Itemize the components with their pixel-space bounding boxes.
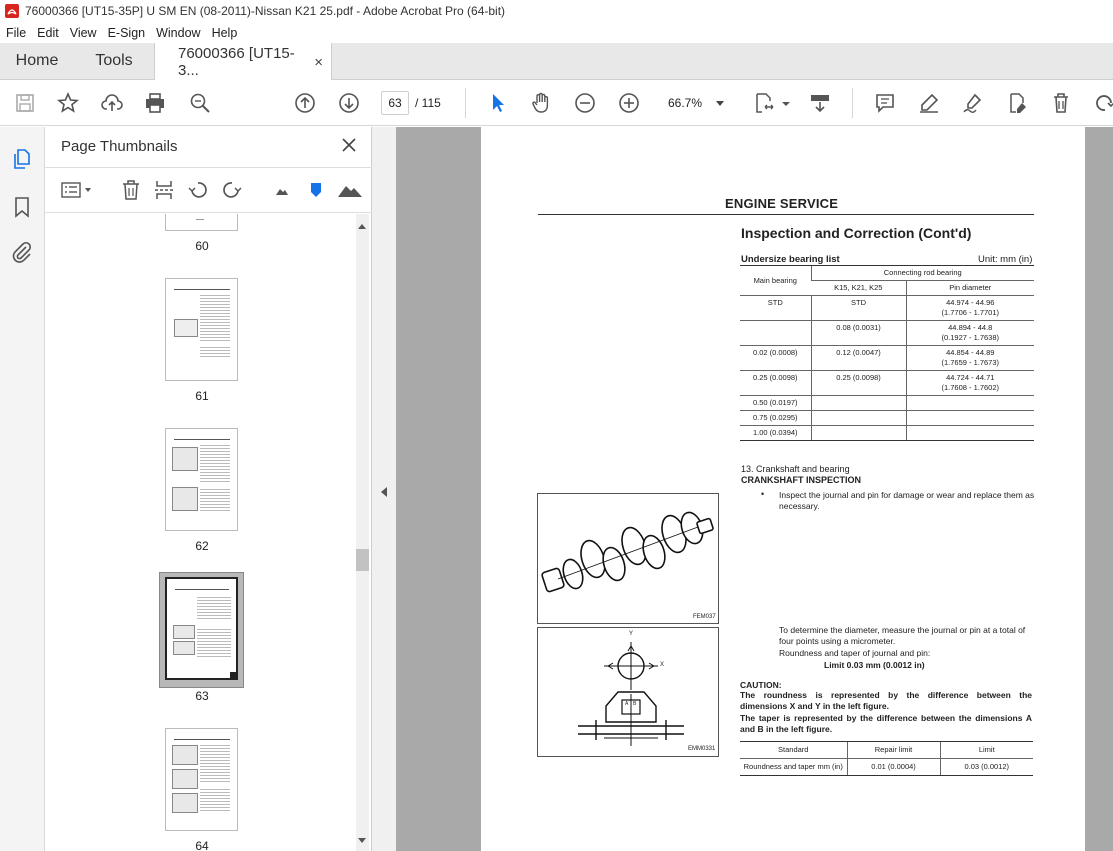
- extract-page-icon[interactable]: [153, 179, 175, 201]
- cell-k: [811, 411, 906, 426]
- edit-pdf-icon[interactable]: [1005, 91, 1029, 115]
- thumbnail-label: 64: [195, 839, 209, 851]
- cell-main: 0.50 (0.0197): [740, 396, 811, 411]
- thumbnail-scrollbar[interactable]: [356, 214, 369, 851]
- table-row: [740, 371, 1034, 396]
- bookmark-star-icon[interactable]: [56, 91, 80, 115]
- thumbnail-label: 60: [195, 239, 209, 253]
- menu-window[interactable]: Window: [156, 25, 201, 40]
- menu-bar: [0, 22, 1113, 43]
- label-a: A: [625, 701, 629, 707]
- thumbnail-options-icon[interactable]: [60, 179, 94, 201]
- table-row: [740, 321, 1034, 346]
- table-header-pin: Pin diameter: [906, 281, 1034, 296]
- tab-home[interactable]: Home: [15, 52, 59, 69]
- caution-taper: The taper is represented by the difference between the dimensions A and B in the left figure.: [740, 713, 1032, 734]
- thumbnail-label: 63: [195, 689, 209, 703]
- cell-pin-in: (1.7706 - 1.7701): [941, 308, 1000, 317]
- collapse-panel-icon[interactable]: [381, 487, 387, 497]
- cell-main: 0.75 (0.0295): [740, 411, 811, 426]
- limit-text: Limit 0.03 mm (0.0012 in): [824, 660, 925, 670]
- page-fit-icon[interactable]: [752, 91, 776, 115]
- table-row: [740, 759, 1033, 776]
- zoom-in-icon[interactable]: [617, 91, 641, 115]
- cell-pin: [906, 411, 1034, 426]
- cell-pin: [906, 426, 1034, 441]
- thumbnail-larger-icon[interactable]: [337, 179, 363, 201]
- thumbnail-page-62[interactable]: [165, 428, 238, 531]
- hand-tool-icon[interactable]: [529, 91, 553, 115]
- thumbnail-size-slider-icon[interactable]: [305, 179, 327, 201]
- chevron-down-icon: [716, 101, 724, 106]
- label-y: Y: [629, 631, 634, 637]
- page-total: / 115: [415, 96, 441, 110]
- cell-k: [811, 396, 906, 411]
- menu-help[interactable]: Help: [211, 25, 238, 40]
- crankshaft-figure: [537, 493, 719, 624]
- cell-pin-mm: 44.854 - 44.89: [946, 348, 995, 357]
- thumbnail-list[interactable]: [45, 214, 372, 851]
- cell-pin-mm: 44.724 - 44.71: [946, 373, 995, 382]
- cell-k: STD: [811, 296, 906, 321]
- toolbar-separator: [465, 88, 466, 118]
- previous-page-icon[interactable]: [293, 91, 317, 115]
- comment-icon[interactable]: [873, 91, 897, 115]
- thumbnail-label: 61: [195, 389, 209, 403]
- navigation-rail: [0, 127, 45, 851]
- next-page-icon[interactable]: [337, 91, 361, 115]
- table-header-connrod: Connecting rod bearing: [811, 266, 1034, 281]
- sign-icon[interactable]: [961, 91, 985, 115]
- undersize-bearing-table: [740, 265, 1034, 441]
- cell-pin-in: (1.7608 - 1.7602): [941, 383, 1000, 392]
- bullet-dot: •: [761, 489, 765, 499]
- table-row: [740, 426, 1034, 441]
- limits-row-limit: 0.03 (0.0012): [940, 759, 1033, 776]
- table-row: [740, 346, 1034, 371]
- tab-tools[interactable]: Tools: [95, 52, 133, 69]
- print-icon[interactable]: [143, 91, 167, 115]
- tab-document-label: 76000366 [UT15-3...: [178, 45, 295, 79]
- zoom-out-icon[interactable]: [573, 91, 597, 115]
- limits-header-repair: Repair limit: [847, 742, 940, 759]
- cell-pin: [906, 396, 1034, 411]
- crankshaft-illustration: [538, 494, 718, 623]
- tab-bar: [0, 43, 1113, 80]
- cell-pin: [906, 321, 1034, 346]
- window-title: 76000366 [UT15-35P] U SM EN (08-2011)-Nissan K21 25.pdf - Adobe Acrobat Pro (64-bit): [25, 4, 506, 18]
- save-icon[interactable]: [13, 91, 37, 115]
- menu-edit[interactable]: Edit: [37, 25, 59, 40]
- scrollbar-thumb[interactable]: [356, 549, 369, 571]
- table-row: [740, 396, 1034, 411]
- page-thumbnails-panel: [45, 127, 372, 851]
- table-row: [740, 296, 1034, 321]
- highlight-pen-icon[interactable]: [917, 91, 941, 115]
- cell-pin-in: (0.1927 - 1.7638): [941, 333, 1000, 342]
- thumbnail-page-61[interactable]: [165, 278, 238, 381]
- cell-pin: [906, 346, 1034, 371]
- caution-title: CAUTION:: [740, 680, 782, 690]
- upload-cloud-icon[interactable]: [100, 91, 124, 115]
- page-header: ENGINE SERVICE: [725, 196, 839, 211]
- measurement-diagram: [538, 628, 718, 756]
- toolbar-separator: [852, 88, 853, 118]
- delete-trash-icon[interactable]: [1049, 91, 1073, 115]
- roundness-text: Roundness and taper of journal and pin:: [779, 648, 931, 658]
- zoom-search-icon[interactable]: [188, 91, 212, 115]
- thumbnail-label: 62: [195, 539, 209, 553]
- bookmarks-icon[interactable]: [10, 195, 34, 219]
- cell-main: STD: [740, 296, 811, 321]
- chevron-down-icon[interactable]: [774, 91, 784, 115]
- scroll-mode-icon[interactable]: [808, 91, 832, 115]
- thumbnail-toolbar: [45, 167, 372, 213]
- scroll-down-icon[interactable]: [358, 838, 366, 843]
- pdf-page: [481, 127, 1085, 851]
- page-number-input[interactable]: 63: [381, 91, 409, 115]
- table-unit: Unit: mm (in): [978, 254, 1033, 265]
- select-cursor-icon[interactable]: [486, 91, 510, 115]
- cell-pin-mm: 44.894 - 44.8: [948, 323, 993, 332]
- thumbnail-page-64[interactable]: [165, 728, 238, 831]
- cell-pin-in: (1.7659 - 1.7673): [941, 358, 1000, 367]
- table-title: Undersize bearing list: [741, 254, 840, 265]
- tab-document[interactable]: [154, 43, 332, 81]
- menu-esign[interactable]: E-Sign: [107, 25, 146, 40]
- rotate-counterclockwise-icon[interactable]: [187, 179, 209, 201]
- rotate-icon[interactable]: [1093, 91, 1113, 115]
- page-thumbnails-icon[interactable]: [10, 147, 34, 171]
- measurement-figure: [537, 627, 719, 757]
- cell-main: 0.25 (0.0098): [740, 371, 811, 396]
- cell-k: 0.12 (0.0047): [811, 346, 906, 371]
- cell-k: 0.08 (0.0031): [811, 321, 906, 346]
- label-b: B: [633, 701, 637, 707]
- limits-header-standard: Standard: [740, 742, 847, 759]
- label-x: X: [660, 662, 665, 668]
- tab-close-button[interactable]: ×: [314, 53, 323, 71]
- limits-header-limit: Limit: [940, 742, 1033, 759]
- zoom-level-value: 66.7%: [668, 96, 703, 110]
- figure-code: FEM037: [693, 614, 716, 620]
- table-row: [740, 411, 1034, 426]
- acrobat-app-icon: [5, 4, 19, 18]
- section-heading: Inspection and Correction (Cont'd): [741, 225, 972, 241]
- thumbnail-page-60[interactable]: [165, 214, 238, 231]
- limits-row-label: Roundness and taper mm (in): [740, 759, 847, 776]
- rotate-clockwise-icon[interactable]: [221, 179, 243, 201]
- cell-k: [811, 426, 906, 441]
- inspection-bullet: Inspect the journal and pin for damage or wear and replace them as necessary.: [779, 490, 1035, 511]
- header-rule: [538, 214, 1034, 215]
- section-title: CRANKSHAFT INSPECTION: [741, 475, 862, 485]
- panel-title: Page Thumbnails: [61, 138, 178, 155]
- cell-main: [740, 321, 811, 346]
- document-viewer[interactable]: [396, 127, 1113, 851]
- scroll-up-icon[interactable]: [358, 224, 366, 229]
- measure-text: To determine the diameter, measure the journal or pin at a total of four points using a micrometer.: [779, 625, 1026, 646]
- limits-row-repair: 0.01 (0.0004): [847, 759, 940, 776]
- cell-pin-mm: 44.974 - 44.96: [946, 298, 995, 307]
- panel-divider[interactable]: [372, 127, 396, 851]
- close-icon[interactable]: [341, 137, 357, 153]
- table-header-main: Main bearing: [740, 266, 811, 296]
- zoom-level-select[interactable]: [660, 91, 730, 115]
- section-number: 13. Crankshaft and bearing: [741, 464, 850, 474]
- cell-pin: [906, 296, 1034, 321]
- cell-k: 0.25 (0.0098): [811, 371, 906, 396]
- thumbnail-page-63[interactable]: [165, 577, 238, 680]
- cell-pin: [906, 371, 1034, 396]
- cell-main: 1.00 (0.0394): [740, 426, 811, 441]
- caution-roundness: The roundness is represented by the difference between the dimensions X and Y in the left figure.: [740, 690, 1032, 711]
- table-header-k: K15, K21, K25: [811, 281, 906, 296]
- main-toolbar: [0, 80, 1113, 126]
- delete-page-icon[interactable]: [120, 179, 142, 201]
- menu-view[interactable]: View: [69, 25, 97, 40]
- cell-main: 0.02 (0.0008): [740, 346, 811, 371]
- roundness-limits-table: [740, 741, 1033, 776]
- thumbnail-smaller-icon[interactable]: [271, 179, 293, 201]
- title-bar: [0, 0, 1113, 22]
- figure-code: EMM0331: [688, 746, 716, 752]
- menu-file[interactable]: File: [6, 25, 27, 40]
- attachments-paperclip-icon[interactable]: [10, 240, 34, 264]
